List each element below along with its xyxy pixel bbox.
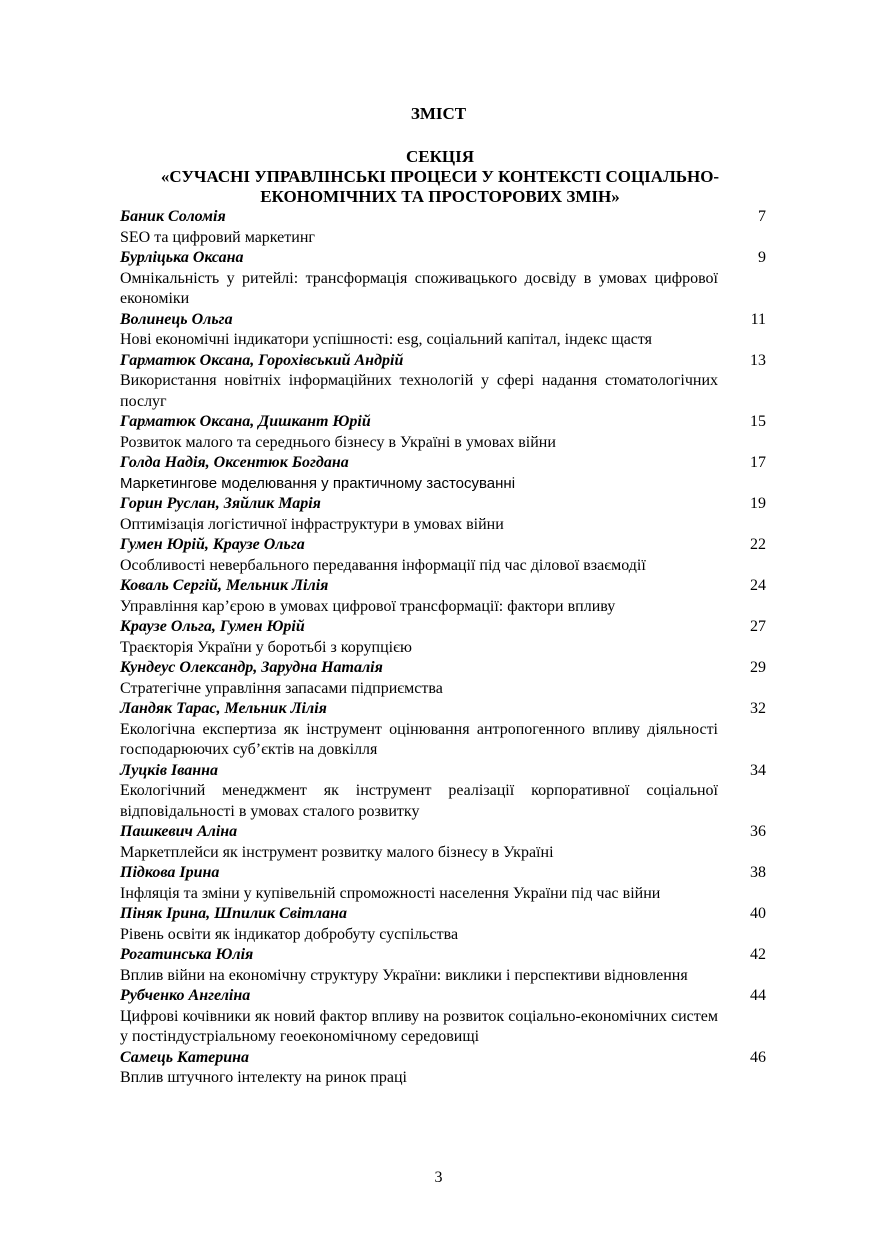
toc-entry-page: 22 (750, 536, 766, 553)
toc-entry-author: Горин Руслан, Зяйлик Марія (120, 495, 321, 512)
toc-entry[interactable] (120, 207, 766, 248)
toc-entry-author: Луцків Іванна (120, 761, 219, 779)
toc-entry[interactable] (120, 986, 766, 1048)
toc-entry[interactable] (120, 494, 766, 535)
toc-entry-topic: Омнікальність у ритейлі: трансформація споживацького досвіду в умовах цифрової економіки (120, 269, 718, 307)
toc-entry-topic: Вплив штучного інтелекту на ринок праці (120, 1069, 407, 1086)
section-heading-line-2: «СУЧАСНІ УПРАВЛІНСЬКІ ПРОЦЕСИ У КОНТЕКСТІ СОЦІАЛЬНО- (160, 167, 720, 186)
toc-entry-topic: Траєкторія України у боротьбі з корупцією (120, 638, 412, 656)
section-heading-line-1: СЕКЦІЯ (405, 147, 475, 166)
toc-entry-author: Рубченко Ангеліна (120, 987, 251, 1004)
toc-entry-page: 17 (750, 454, 766, 471)
toc-entry[interactable] (120, 453, 766, 494)
toc-entry-topic: Маркетплейси як інструмент розвитку малого бізнесу в Україні (120, 843, 554, 861)
toc-entry[interactable] (120, 310, 766, 351)
toc-entry[interactable] (120, 904, 766, 945)
toc-entry[interactable] (120, 658, 766, 699)
toc-entry-author: Ландяк Тарас, Мельник Лілія (120, 700, 327, 717)
toc-entry-author: Рогатинська Юлія (120, 946, 254, 963)
toc-entry-author: Самець Катерина (120, 1048, 250, 1066)
toc-entry[interactable] (120, 761, 766, 823)
toc-entry[interactable] (120, 699, 766, 761)
toc-entry-page: 29 (750, 659, 766, 676)
toc-entry-topic: Розвиток малого та середнього бізнесу в Україні в умовах війни (120, 433, 556, 451)
toc-entry-topic: Інфляція та зміни у купівельній спроможності населення України під час війни (120, 884, 661, 902)
toc-entry-page: 7 (758, 208, 766, 225)
toc-entry-author: Гарматюк Оксана, Дишкант Юрій (120, 413, 371, 430)
toc-entry-topic: Нові економічні індикатори успішності: esg, соціальний капітал, індекс щастя (120, 331, 653, 348)
toc-entry-page: 44 (750, 987, 766, 1004)
toc-entry-page: 32 (750, 700, 766, 717)
section-heading-line-3: ЕКОНОМІЧНИХ ТА ПРОСТОРОВИХ ЗМІН» (260, 187, 620, 206)
toc-entry-author: Пашкевич Аліна (120, 823, 238, 840)
toc-entry-page: 11 (750, 310, 766, 328)
toc-entry-topic: Екологічна експертиза як інструмент оцінювання антропогенного впливу діяльності господарюючих суб’єктів на довкілля (120, 720, 718, 758)
toc-entry-page: 36 (750, 823, 766, 840)
toc-entry-page: 24 (750, 577, 766, 594)
toc-entry[interactable] (120, 945, 766, 986)
page-number: 3 (434, 1169, 443, 1186)
toc-entry-author: Коваль Сергій, Мельник Лілія (120, 577, 329, 594)
toc-entry-author: Краузе Ольга, Гумен Юрій (120, 618, 305, 635)
toc-entry-page: 27 (750, 618, 766, 635)
toc-entry-topic: SEO та цифровий маркетинг (120, 228, 315, 246)
toc-entry-topic: Оптимізація логістичної інфраструктури в умовах війни (120, 515, 504, 533)
toc-entry-author: Підкова Ірина (120, 864, 220, 881)
toc-entry-page: 9 (758, 249, 766, 266)
toc-title: ЗМІСТ (410, 104, 467, 123)
toc-entry-topic: Стратегічне управління запасами підприємства (120, 679, 443, 697)
toc-entry-page: 46 (750, 1048, 766, 1066)
toc-entry-topic: Використання новітніх інформаційних технологій у сфері надання стоматологічних послуг (120, 372, 718, 410)
toc-entry-page: 19 (750, 495, 766, 512)
toc-entry[interactable] (120, 822, 766, 863)
toc-entry[interactable] (120, 351, 766, 413)
toc-entry[interactable] (120, 1048, 766, 1089)
toc-entry-author: Піняк Ірина, Шпилик Світлана (120, 905, 347, 922)
toc-entry-author: Волинець Ольга (120, 310, 233, 328)
toc-entry-author: Голда Надія, Оксентюк Богдана (120, 454, 349, 471)
toc-entry-author: Кундеус Олександр, Зарудна Наталія (120, 659, 383, 676)
toc-entries (120, 207, 766, 1089)
toc-entry-author: Гарматюк Оксана, Горохівський Андрій (120, 351, 404, 369)
toc-entry-page: 42 (750, 946, 766, 963)
toc-entry-author: Гумен Юрій, Краузе Ольга (120, 536, 305, 553)
toc-entry-topic: Особливості невербального передавання інформації під час ділової взаємодії (120, 556, 646, 574)
toc-entry-topic: Управління кар’єрою в умовах цифрової трансформації: фактори впливу (120, 597, 616, 615)
toc-entry-page: 15 (750, 413, 766, 430)
toc-entry-page: 34 (750, 761, 766, 779)
toc-entry[interactable] (120, 863, 766, 904)
toc-entry-topic: Вплив війни на економічну структуру України: виклики і перспективи відновлення (120, 966, 688, 984)
toc-entry[interactable] (120, 576, 766, 617)
toc-entry-topic: Маркетингове моделювання у практичному застосуванні (120, 474, 516, 492)
toc-entry[interactable] (120, 535, 766, 576)
toc-entry-author: Баник Соломія (120, 208, 226, 225)
toc-entry-topic: Екологічний менеджмент як інструмент реалізації корпоративної соціальної відповідальності в умовах сталого розвитку (120, 782, 718, 820)
toc-entry-topic: Рівень освіти як індикатор добробуту суспільства (120, 925, 459, 943)
toc-entry-topic: Цифрові кочівники як новий фактор впливу на розвиток соціально-економічних систем у постіндустріальному геоекономічному середовищі (120, 1007, 718, 1045)
toc-entry-page: 13 (750, 351, 766, 369)
toc-entry[interactable] (120, 617, 766, 658)
toc-entry-author: Бурліцька Оксана (120, 249, 244, 266)
toc-entry-page: 40 (750, 905, 766, 922)
section-heading (120, 147, 760, 207)
toc-entry[interactable] (120, 412, 766, 453)
toc-entry[interactable] (120, 248, 766, 310)
toc-entry-page: 38 (750, 864, 766, 881)
